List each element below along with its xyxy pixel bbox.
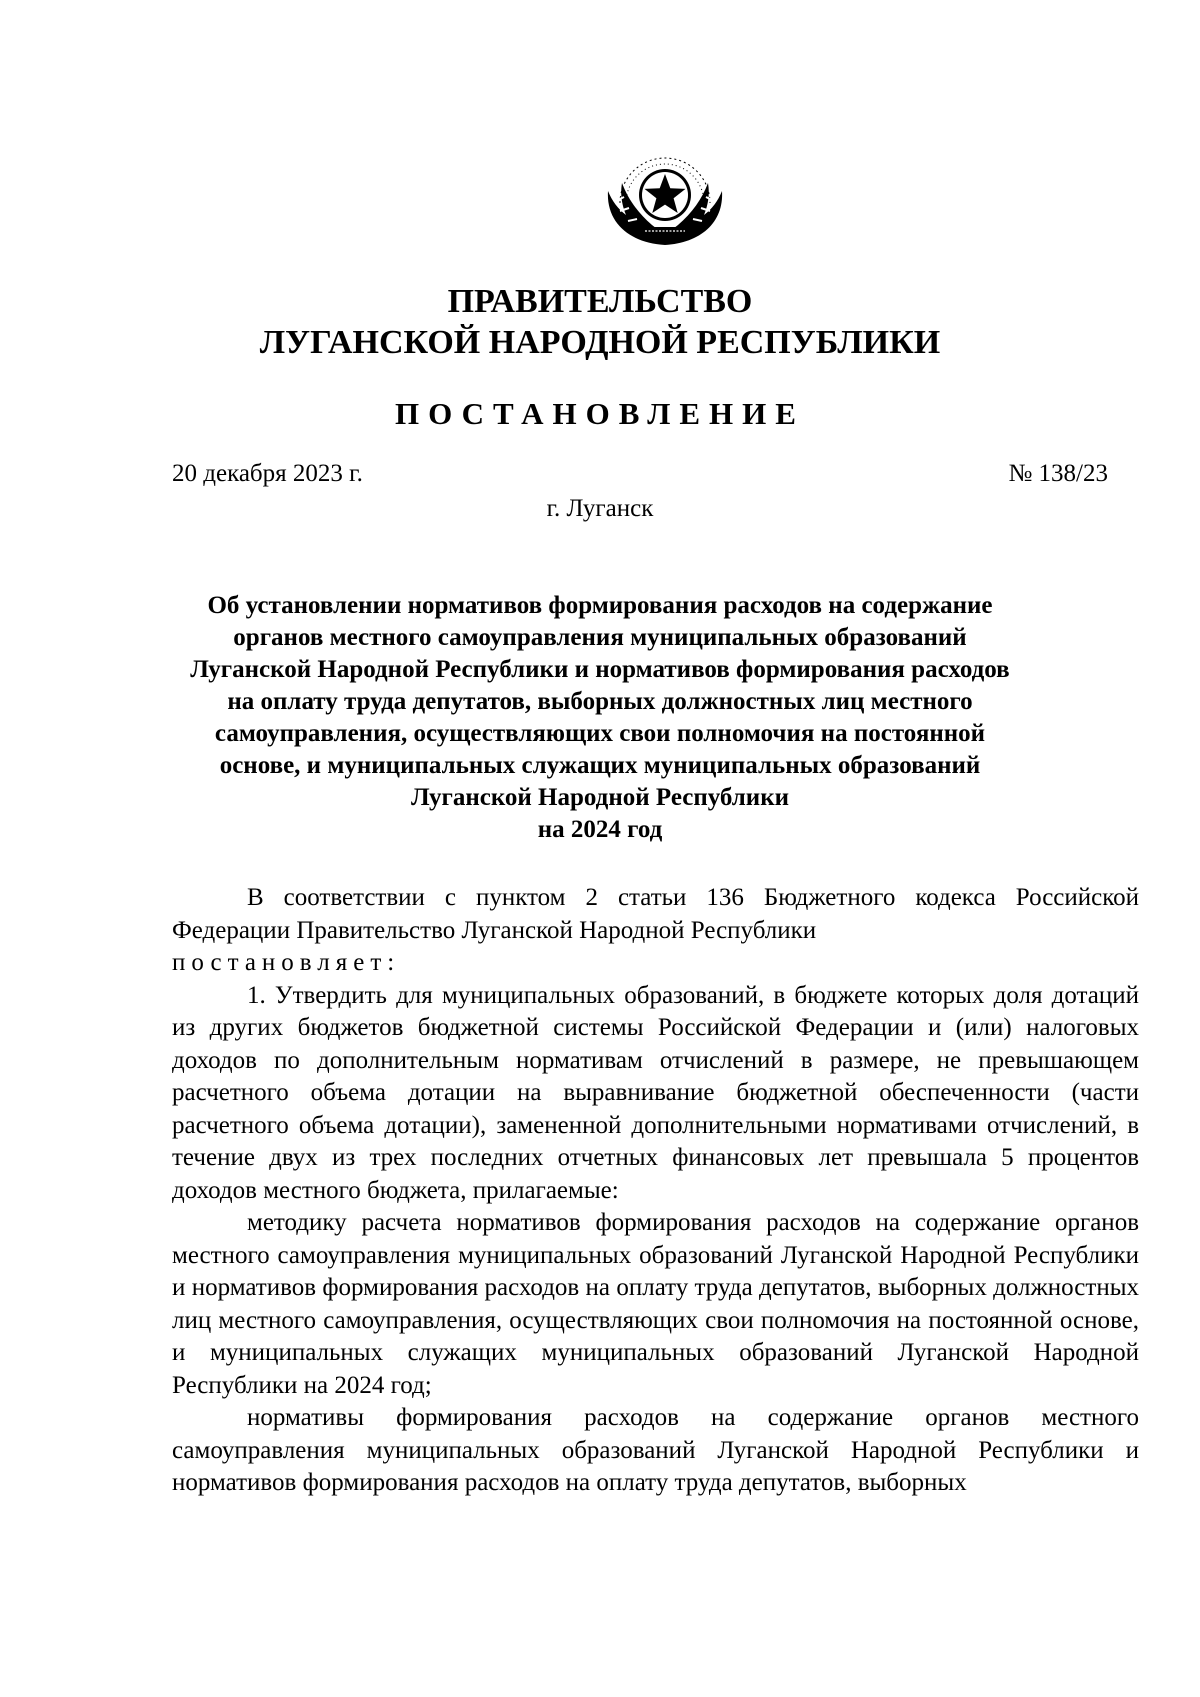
body-item-1-paragraph: 1. Утвердить для муниципальных образований, в бюджете которых доля дотаций из других бюджетов бюджетной системы Российской Федерации и (или) налоговых доходов по дополнительным нормативам отчислений в размере, не превышающем расчетного объема дотации на выравнивание бюджетной обеспеченности (части расчетного объема дотации), замененной дополнительными нормативами отчислений, в течение двух из трех последних отчетных финансовых лет превышала 5 процентов доходов местного бюджета, прилагаемые: bbox=[172, 981, 1139, 1204]
document-date: 20 декабря 2023 г. bbox=[172, 460, 363, 487]
subject-line: Луганской Народной Республики и нормативов формирования расходов bbox=[190, 656, 1010, 683]
document-number: № 138/23 bbox=[1008, 460, 1108, 487]
subject-line: Об установлении нормативов формирования расходов на содержание bbox=[207, 592, 993, 619]
government-title-line2: ЛУГАНСКОЙ НАРОДНОЙ РЕСПУБЛИКИ bbox=[259, 324, 941, 361]
resolves-word: постановляет: bbox=[172, 949, 401, 976]
subject-line: на 2024 год bbox=[537, 816, 663, 843]
subject-line: самоуправления, осуществляющих свои полномочия на постоянной bbox=[214, 720, 986, 747]
body-item-1b-paragraph: нормативы формирования расходов на содержание органов местного самоуправления муниципальных образований Луганской Народной Республики и нормативов формирования расходов на оплату труда депутатов, выборных bbox=[172, 1404, 1139, 1496]
coat-of-arms-icon bbox=[590, 143, 740, 253]
coat-of-arms-emblem bbox=[590, 143, 740, 253]
government-title-line1: ПРАВИТЕЛЬСТВО bbox=[447, 283, 753, 320]
subject-line: Луганской Народной Республики bbox=[410, 784, 790, 811]
body-intro-paragraph: В соответствии с пунктом 2 статьи 136 Бюджетного кодекса Российской Федерации Правительство Луганской Народной Республики bbox=[172, 884, 1139, 944]
body-item-1a-paragraph: методику расчета нормативов формирования расходов на содержание органов местного самоуправления муниципальных образований Луганской Народной Республики и нормативов формирования расходов на оплату труда депутатов, выборных должностных лиц местного самоуправления, осуществляющих свои полномочия на постоянной основе, и муниципальных служащих муниципальных образований Луганской Народной Республики на 2024 год; bbox=[172, 1209, 1139, 1399]
document-city: г. Луганск bbox=[546, 495, 654, 522]
subject-line: на оплату труда депутатов, выборных должностных лиц местного bbox=[227, 688, 973, 715]
document-type-heading: ПОСТАНОВЛЕНИЕ bbox=[395, 396, 805, 431]
subject-line: основе, и муниципальных служащих муниципальных образований bbox=[219, 752, 981, 779]
document-subject bbox=[150, 590, 1050, 846]
subject-line: органов местного самоуправления муниципальных образований bbox=[233, 624, 967, 651]
body-resolves-paragraph bbox=[172, 947, 1139, 980]
document-body bbox=[172, 882, 1139, 1500]
